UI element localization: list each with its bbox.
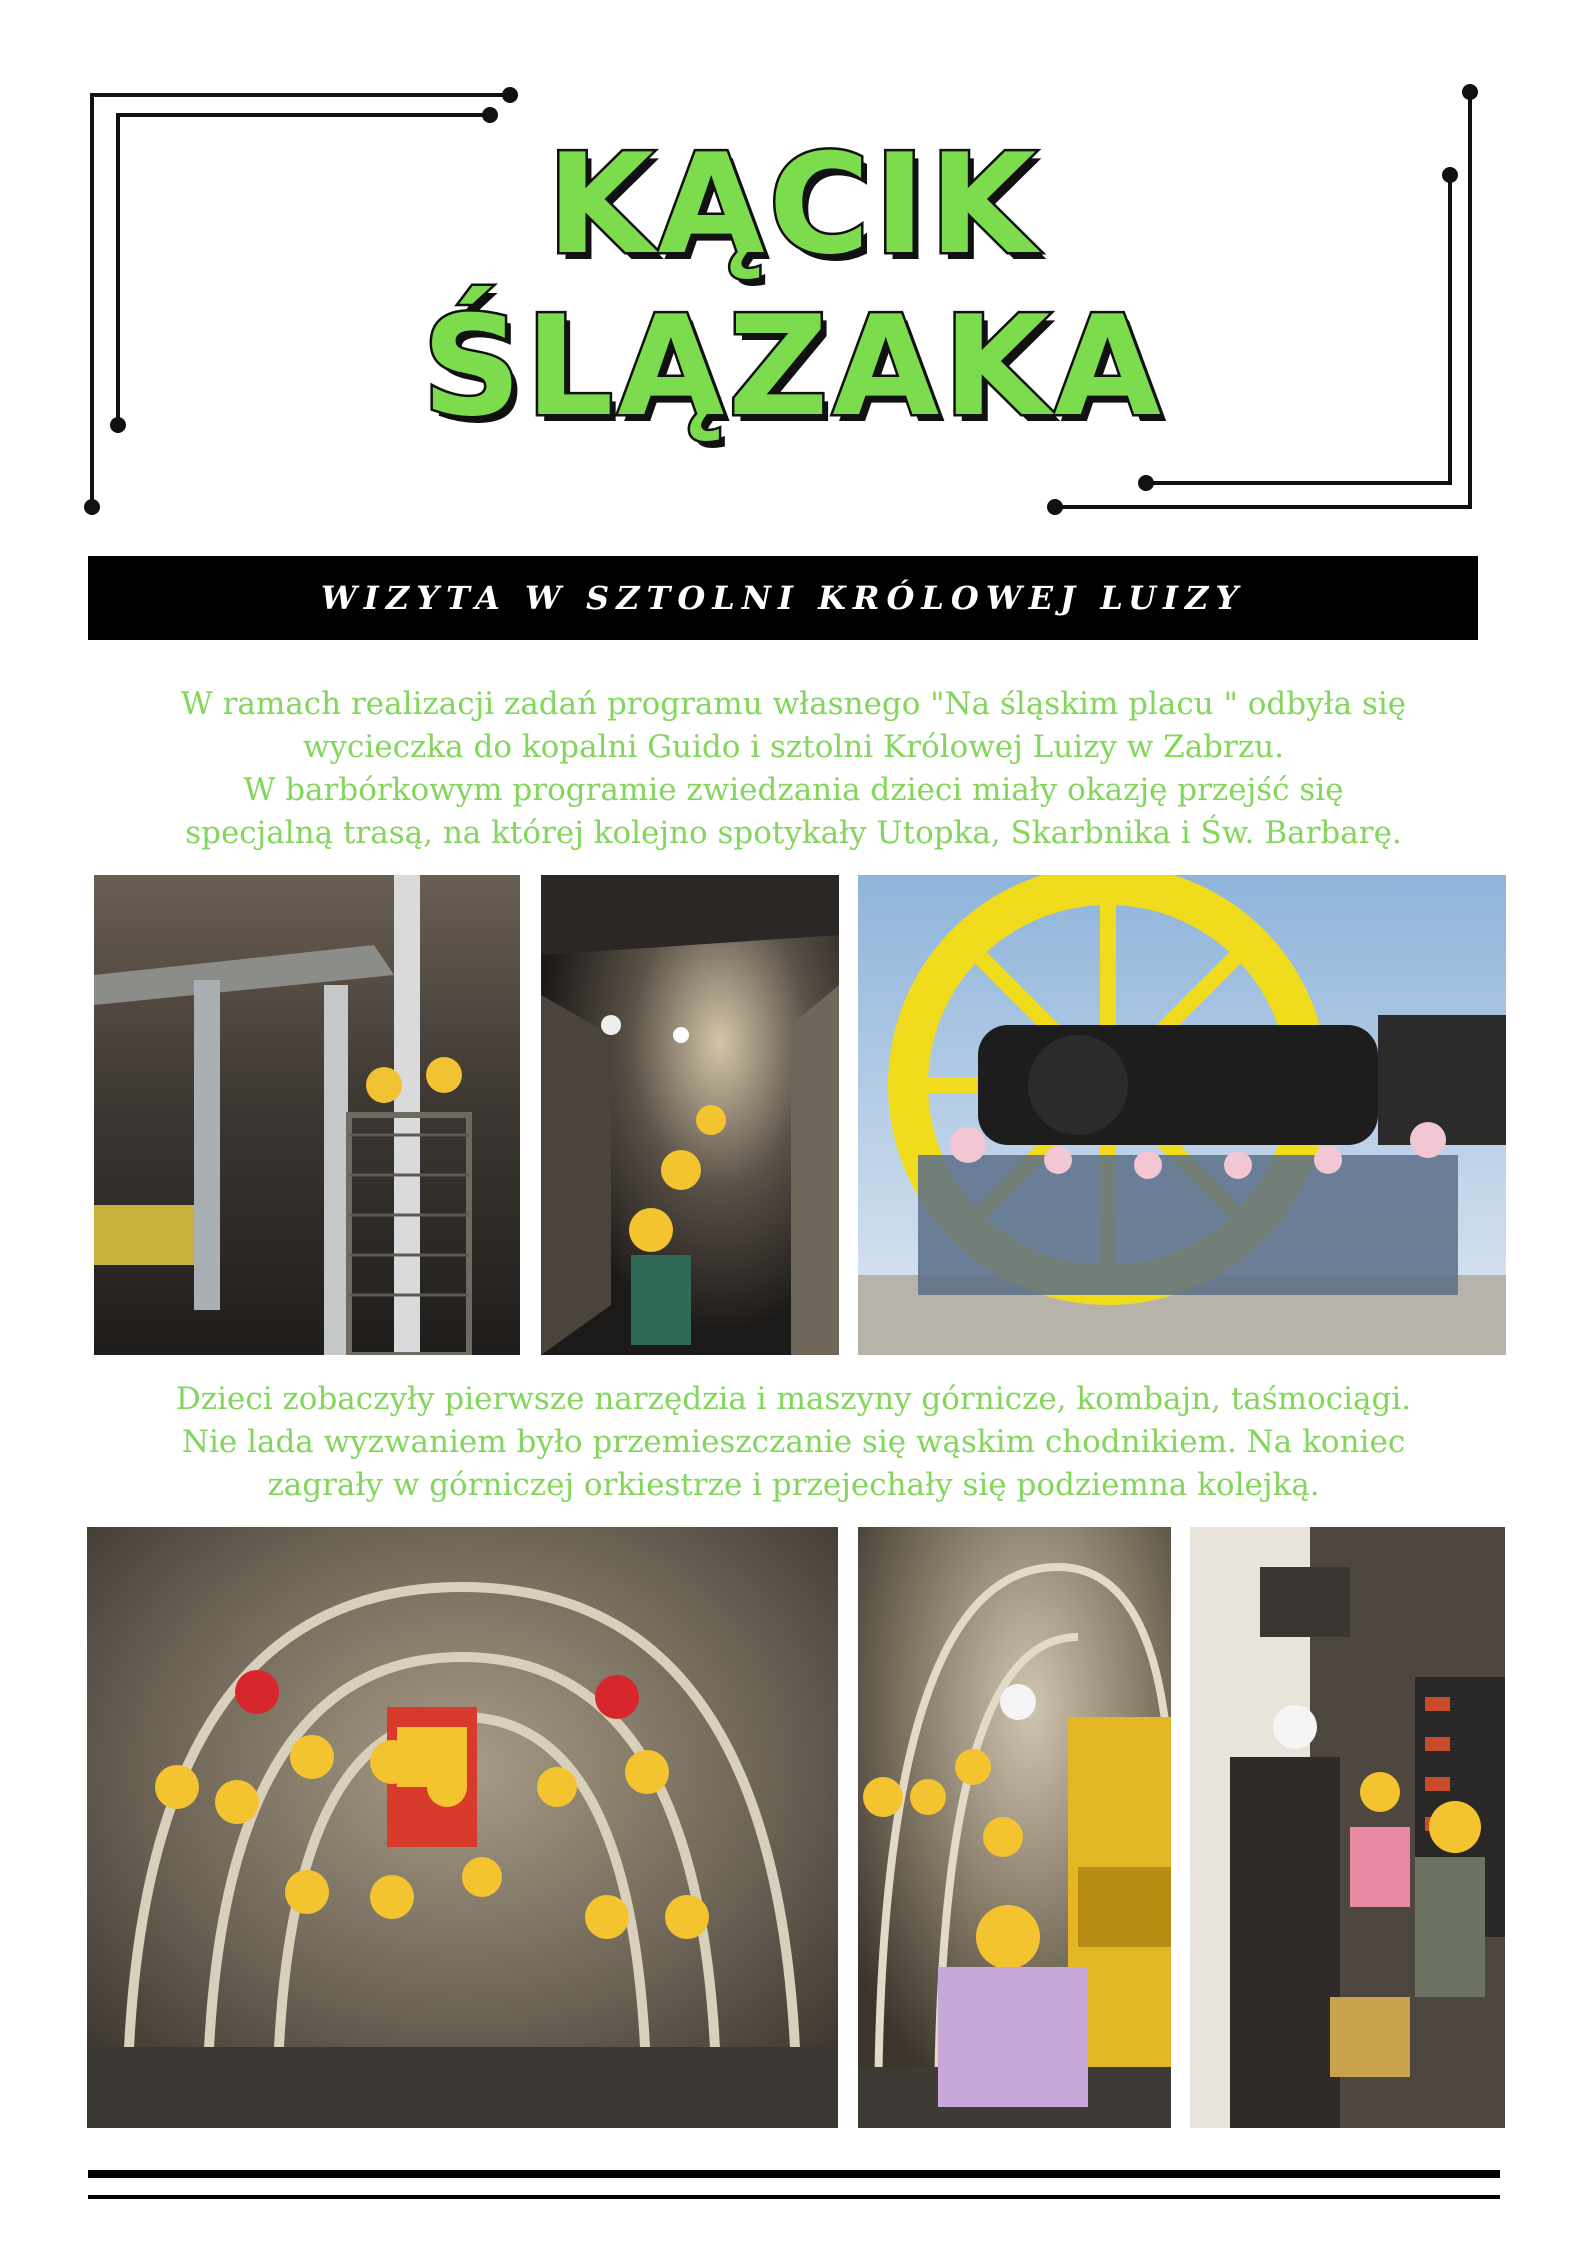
photo-orchestra-room — [1190, 1527, 1505, 2128]
intro-paragraph — [60, 683, 1527, 855]
footer-rule-thick — [88, 2170, 1500, 2178]
photo-mine-corridor-fence — [94, 875, 520, 1355]
page-title-line-2: ŚLĄZAKA — [422, 286, 1165, 447]
body-line: zagrały w górniczej orkiestrze i przejechały się podziemna kolejką. — [267, 1467, 1320, 1503]
body-line: Dzieci zobaczyły pierwsze narzędzia i maszyny górnicze, kombajn, taśmociągi. — [175, 1381, 1412, 1417]
footer-rule-thin — [88, 2195, 1500, 2199]
intro-line: W ramach realizacji zadań programu własnego "Na śląskim placu " odbyła się — [180, 686, 1407, 722]
intro-line: wycieczka do kopalni Guido i sztolni Królowej Luizy w Zabrzu. — [302, 729, 1284, 765]
photo-narrow-tunnel-children — [541, 875, 839, 1355]
page-title-line-1: KĄCIK — [546, 124, 1041, 285]
photo-group-at-wheel — [858, 875, 1506, 1355]
body-line: Nie lada wyzwaniem było przemieszczanie się wąskim chodnikiem. Na koniec — [181, 1424, 1406, 1460]
intro-line: W barbórkowym programie zwiedzania dzieci miały okazję przejść się — [243, 772, 1344, 808]
intro-line: specjalną trasą, na której kolejno spotykały Utopka, Skarbnika i Św. Barbarę. — [185, 815, 1402, 851]
photo-group-in-tunnel — [87, 1527, 838, 2128]
body-paragraph — [60, 1378, 1527, 1507]
section-banner: WIZYTA W SZTOLNI KRÓLOWEJ LUIZY — [88, 556, 1478, 640]
photo-children-by-train — [858, 1527, 1171, 2128]
